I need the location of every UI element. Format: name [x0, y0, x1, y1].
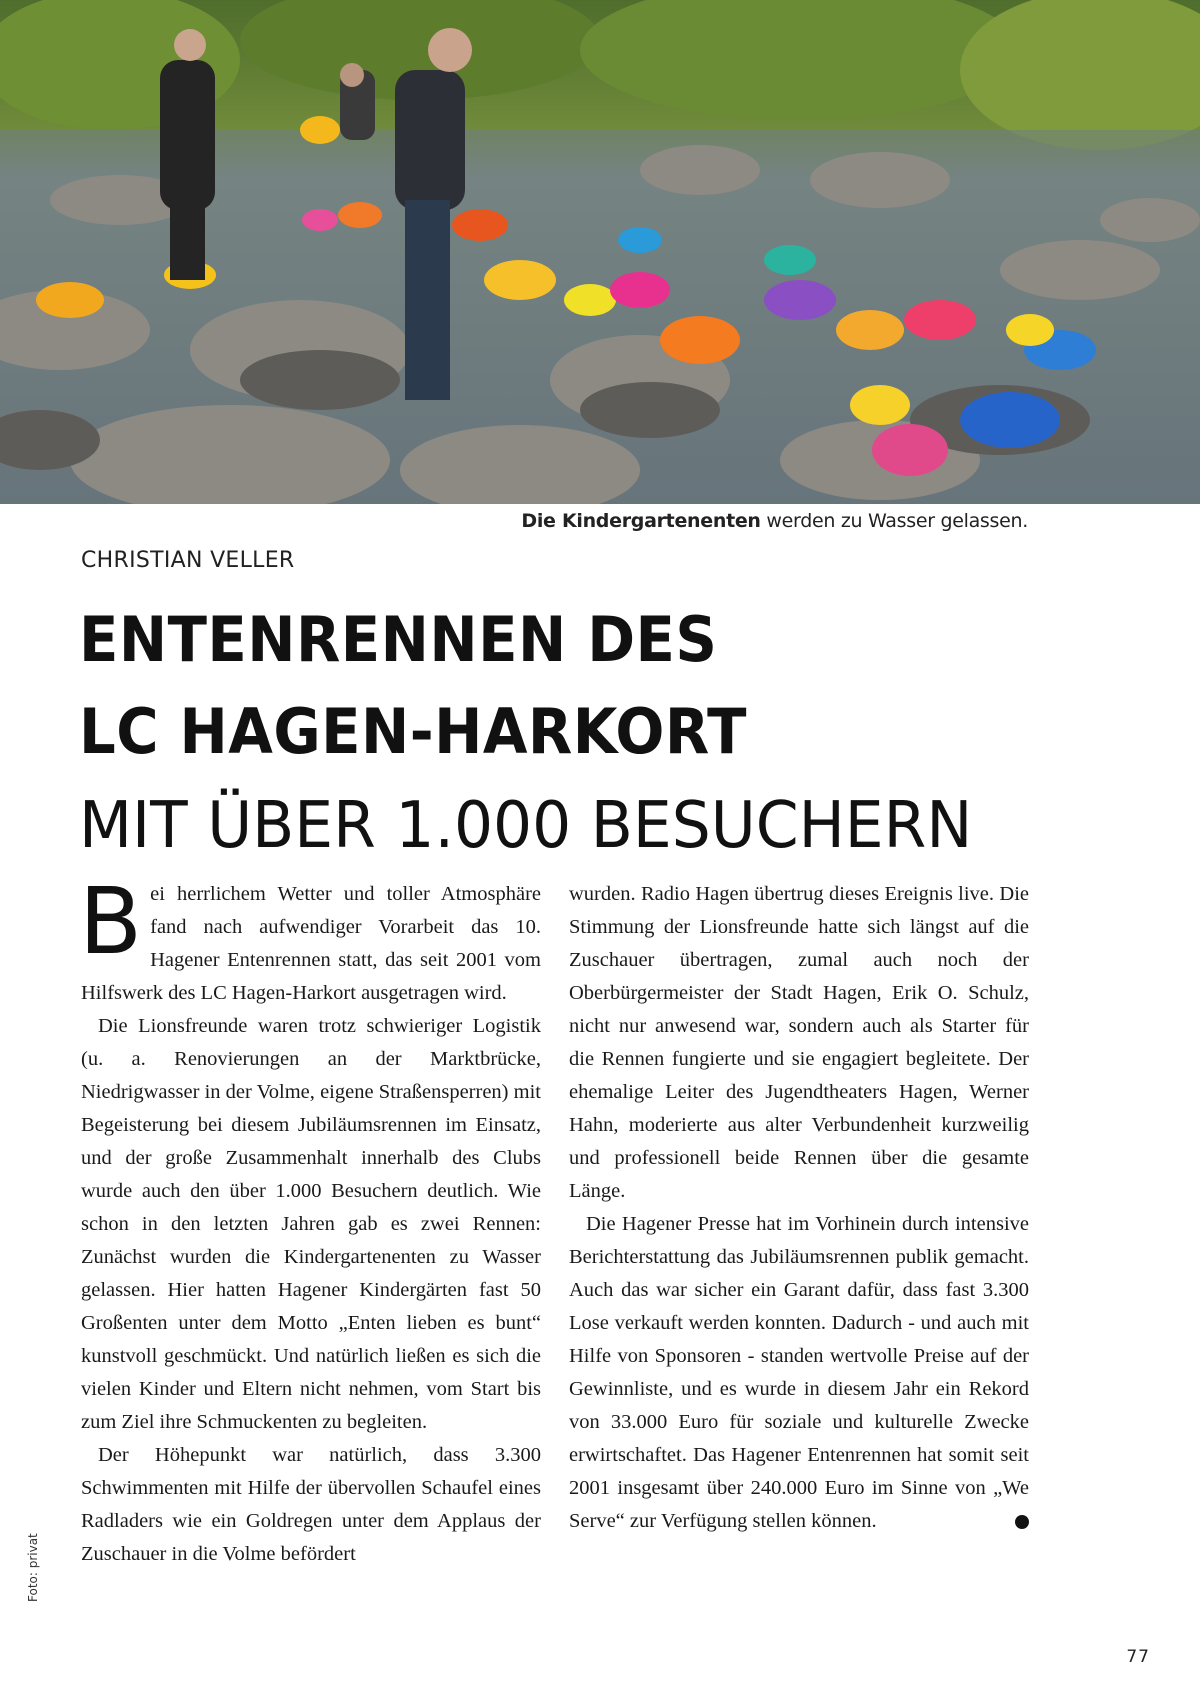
paragraph-4: [569, 1208, 1039, 1538]
paragraph-2: Die Lionsfreunde waren trotz schwieriger Logistik (u. a. Renovierungen an der Marktbrücke, Niedrigwasser in der Volme, eigene Straßensperren) mit Begeisterung bei diesem Jubiläumsrennen im Einsatz, und der große Zusammenhalt innerhalb des Clubs wurde auch den über 1.000 Besuchern deutlich. Wie schon in den letzten Jahren gab es zwei Rennen: Zunächst wurden die Kindergartenenten zu Wasser gelassen. Hier hatten Hagener Kindergärten fast 50 Großenten unter dem Motto „Enten lieben es bunt“ kunstvoll geschmückt. Und natürlich ließen es sich die vielen Kinder und Eltern nicht nehmen, vom Start bis zum Ziel ihre Schmuckenten zu begleiten.: [81, 1015, 541, 1433]
caption-rest: werden zu Wasser gelassen.: [760, 510, 1028, 532]
paragraph-1: [79, 868, 541, 1010]
photo-caption: [521, 510, 1028, 532]
paragraph-4-text: Die Hagener Presse hat im Vorhinein durch intensive Berichterstattung das Jubiläumsrennen publik gemacht. Auch das war sicher ein Garant dafür, dass fast 3.300 Lose verkauft werden konnten. Dadurch - und auch mit Hilfe von Sponsoren - standen wertvolle Preise auf der Gewinnliste, und es wurde in diesem Jahr ein Rekord von 33.000 Euro für soziale und kulturelle Zwecke erwirtschaftet. Das Hagener Entenrennen hat somit seit 2001 insgesamt über 240.000 Euro im Sinne von „We Serve“ zur Verfügung stellen können.: [569, 1213, 1029, 1532]
headline-line-3: MIT ÜBER 1.000 BESUCHERN: [79, 789, 973, 863]
headline-line-2: LC HAGEN-HARKORT: [79, 695, 747, 768]
paragraph-1-text: ei herrlichem Wetter und toller Atmosphäre fand nach aufwendiger Vorarbeit das 10. Hagener Entenrennen statt, das seit 2001 vom Hilfswerk des LC Hagen-Harkort ausgetragen wird.: [81, 883, 541, 1004]
headline: [79, 594, 1129, 874]
river-ducks-illustration: [0, 0, 1200, 504]
article-body: [79, 868, 1039, 1606]
article-photo: [0, 0, 1200, 504]
end-mark-icon: L: [1015, 1515, 1029, 1529]
column-left: [79, 868, 541, 1571]
headline-line-1: ENTENRENNEN DES: [79, 603, 718, 676]
caption-bold: Die Kindergartenenten: [521, 510, 761, 532]
page-number: 77: [1126, 1647, 1150, 1667]
dropcap: B: [79, 868, 143, 975]
column-right: [569, 878, 1039, 1538]
paragraph-3-continued: wurden. Radio Hagen übertrug dieses Ereignis live. Die Stimmung der Lionsfreunde hatte sich längst auf die Zuschauer übertragen, zumal auch noch der Oberbürgermeister der Stadt Hagen, Erik O. Schulz, nicht nur anwesend war, sondern auch als Starter für die Rennen fungierte und sie engagiert begleitete. Der ehemalige Leiter des Jugendtheaters Hagen, Werner Hahn, moderierte aus alter Verbundenheit kurzweilig und professionell beide Rennen über die gesamte Länge.: [569, 883, 1029, 1202]
author-name: CHRISTIAN VELLER: [81, 548, 295, 573]
paragraph-3: Der Höhepunkt war natürlich, dass 3.300 Schwimmenten mit Hilfe der übervollen Schaufel eines Radladers wie ein Goldregen unter dem Applaus der Zuschauer in die Volme befördert: [81, 1444, 541, 1565]
photo-credit: Foto: privat: [26, 1533, 40, 1602]
